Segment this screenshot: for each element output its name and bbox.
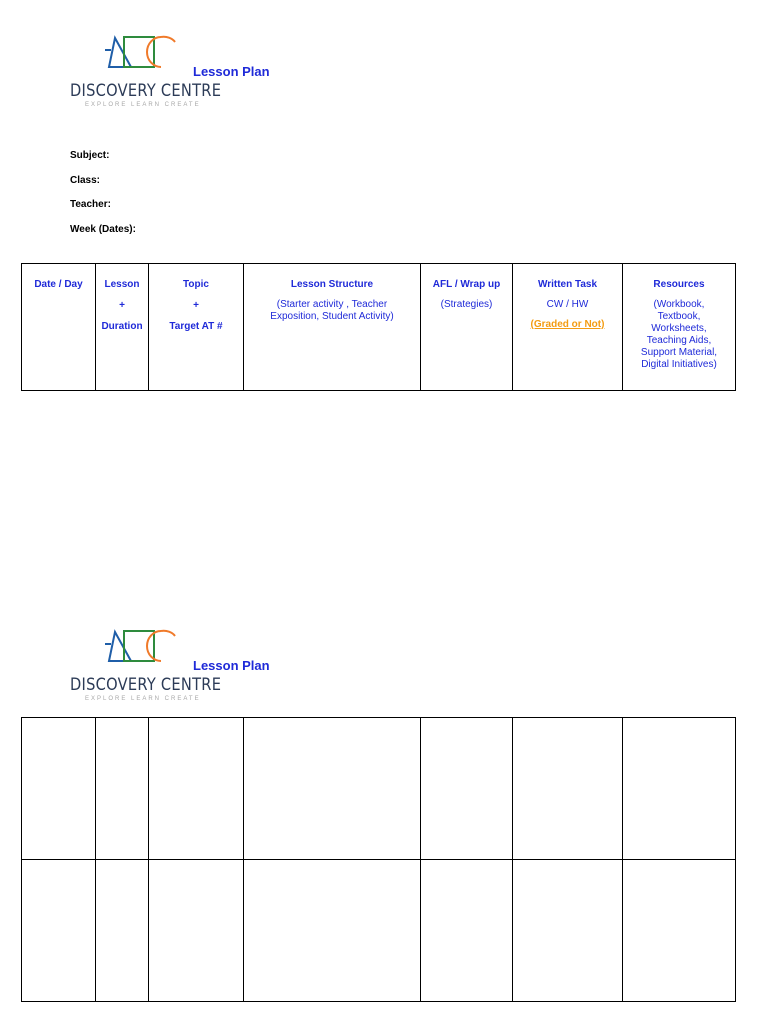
structure-heading: Lesson Structure [290,279,374,290]
table-cell[interactable] [244,860,421,1002]
table-cell[interactable] [22,718,96,860]
second-page-logo [70,629,290,709]
page-title: Lesson Plan [193,64,270,79]
col-structure [244,264,421,391]
table-cell[interactable] [513,718,623,860]
col-date [22,264,96,391]
afl-desc: (Strategies) [440,299,493,310]
date-heading: Date / Day [34,279,83,290]
lesson-heading: Lesson [104,279,140,290]
table-cell[interactable] [22,860,96,1002]
lesson-plus: + [119,300,125,311]
table-cell[interactable] [513,860,623,1002]
subject-label: Subject: [70,150,110,161]
table-row [22,718,736,860]
lesson-plan-header-table [21,263,736,391]
afl-heading: AFL / Wrap up [432,279,501,290]
table-cell[interactable] [623,860,736,1002]
class-label: Class: [70,174,101,186]
topic-plus: + [193,300,199,311]
table-cell[interactable] [421,718,513,860]
topic-heading: Topic [183,279,209,290]
lesson-plan-entries-table [21,717,736,1002]
logo-name: DISCOVERY CENTRE [70,81,222,101]
lesson-duration: Duration [101,321,143,332]
col-topic [149,264,244,391]
written-graded: (Graded or Not) [530,319,605,330]
table-cell[interactable] [149,860,244,1002]
table-cell[interactable] [96,860,149,1002]
week-label: Week (Dates): [70,223,136,235]
table-cell[interactable] [623,718,736,860]
col-written [513,264,623,391]
written-heading: Written Task [537,279,598,290]
logo-tagline: EXPLORE LEARN CREATE [85,102,201,108]
table-cell[interactable] [244,718,421,860]
page-title: Lesson Plan [193,658,270,673]
table-cell[interactable] [421,860,513,1002]
structure-desc: (Starter activity , Teacher Exposition, Student Activity) [270,299,394,322]
discovery-centre-logo-icon [105,35,180,69]
topic-target: Target AT # [169,321,223,332]
lesson-meta [70,150,136,248]
col-resources [623,264,736,391]
table-cell[interactable] [96,718,149,860]
table-cell[interactable] [149,718,244,860]
teacher-label: Teacher: [70,199,111,210]
discovery-centre-logo-icon [105,629,180,663]
col-afl [421,264,513,391]
written-desc: CW / HW [546,299,589,310]
resources-desc: (Workbook, Textbook, Worksheets, Teaching Aids, Support Material, Digital Initiatives) [640,299,718,370]
header-logo [70,35,290,115]
logo-tagline: EXPLORE LEARN CREATE [85,696,201,702]
resources-heading: Resources [653,279,705,290]
table-row [22,860,736,1002]
col-lesson [96,264,149,391]
logo-name: DISCOVERY CENTRE [70,675,222,695]
